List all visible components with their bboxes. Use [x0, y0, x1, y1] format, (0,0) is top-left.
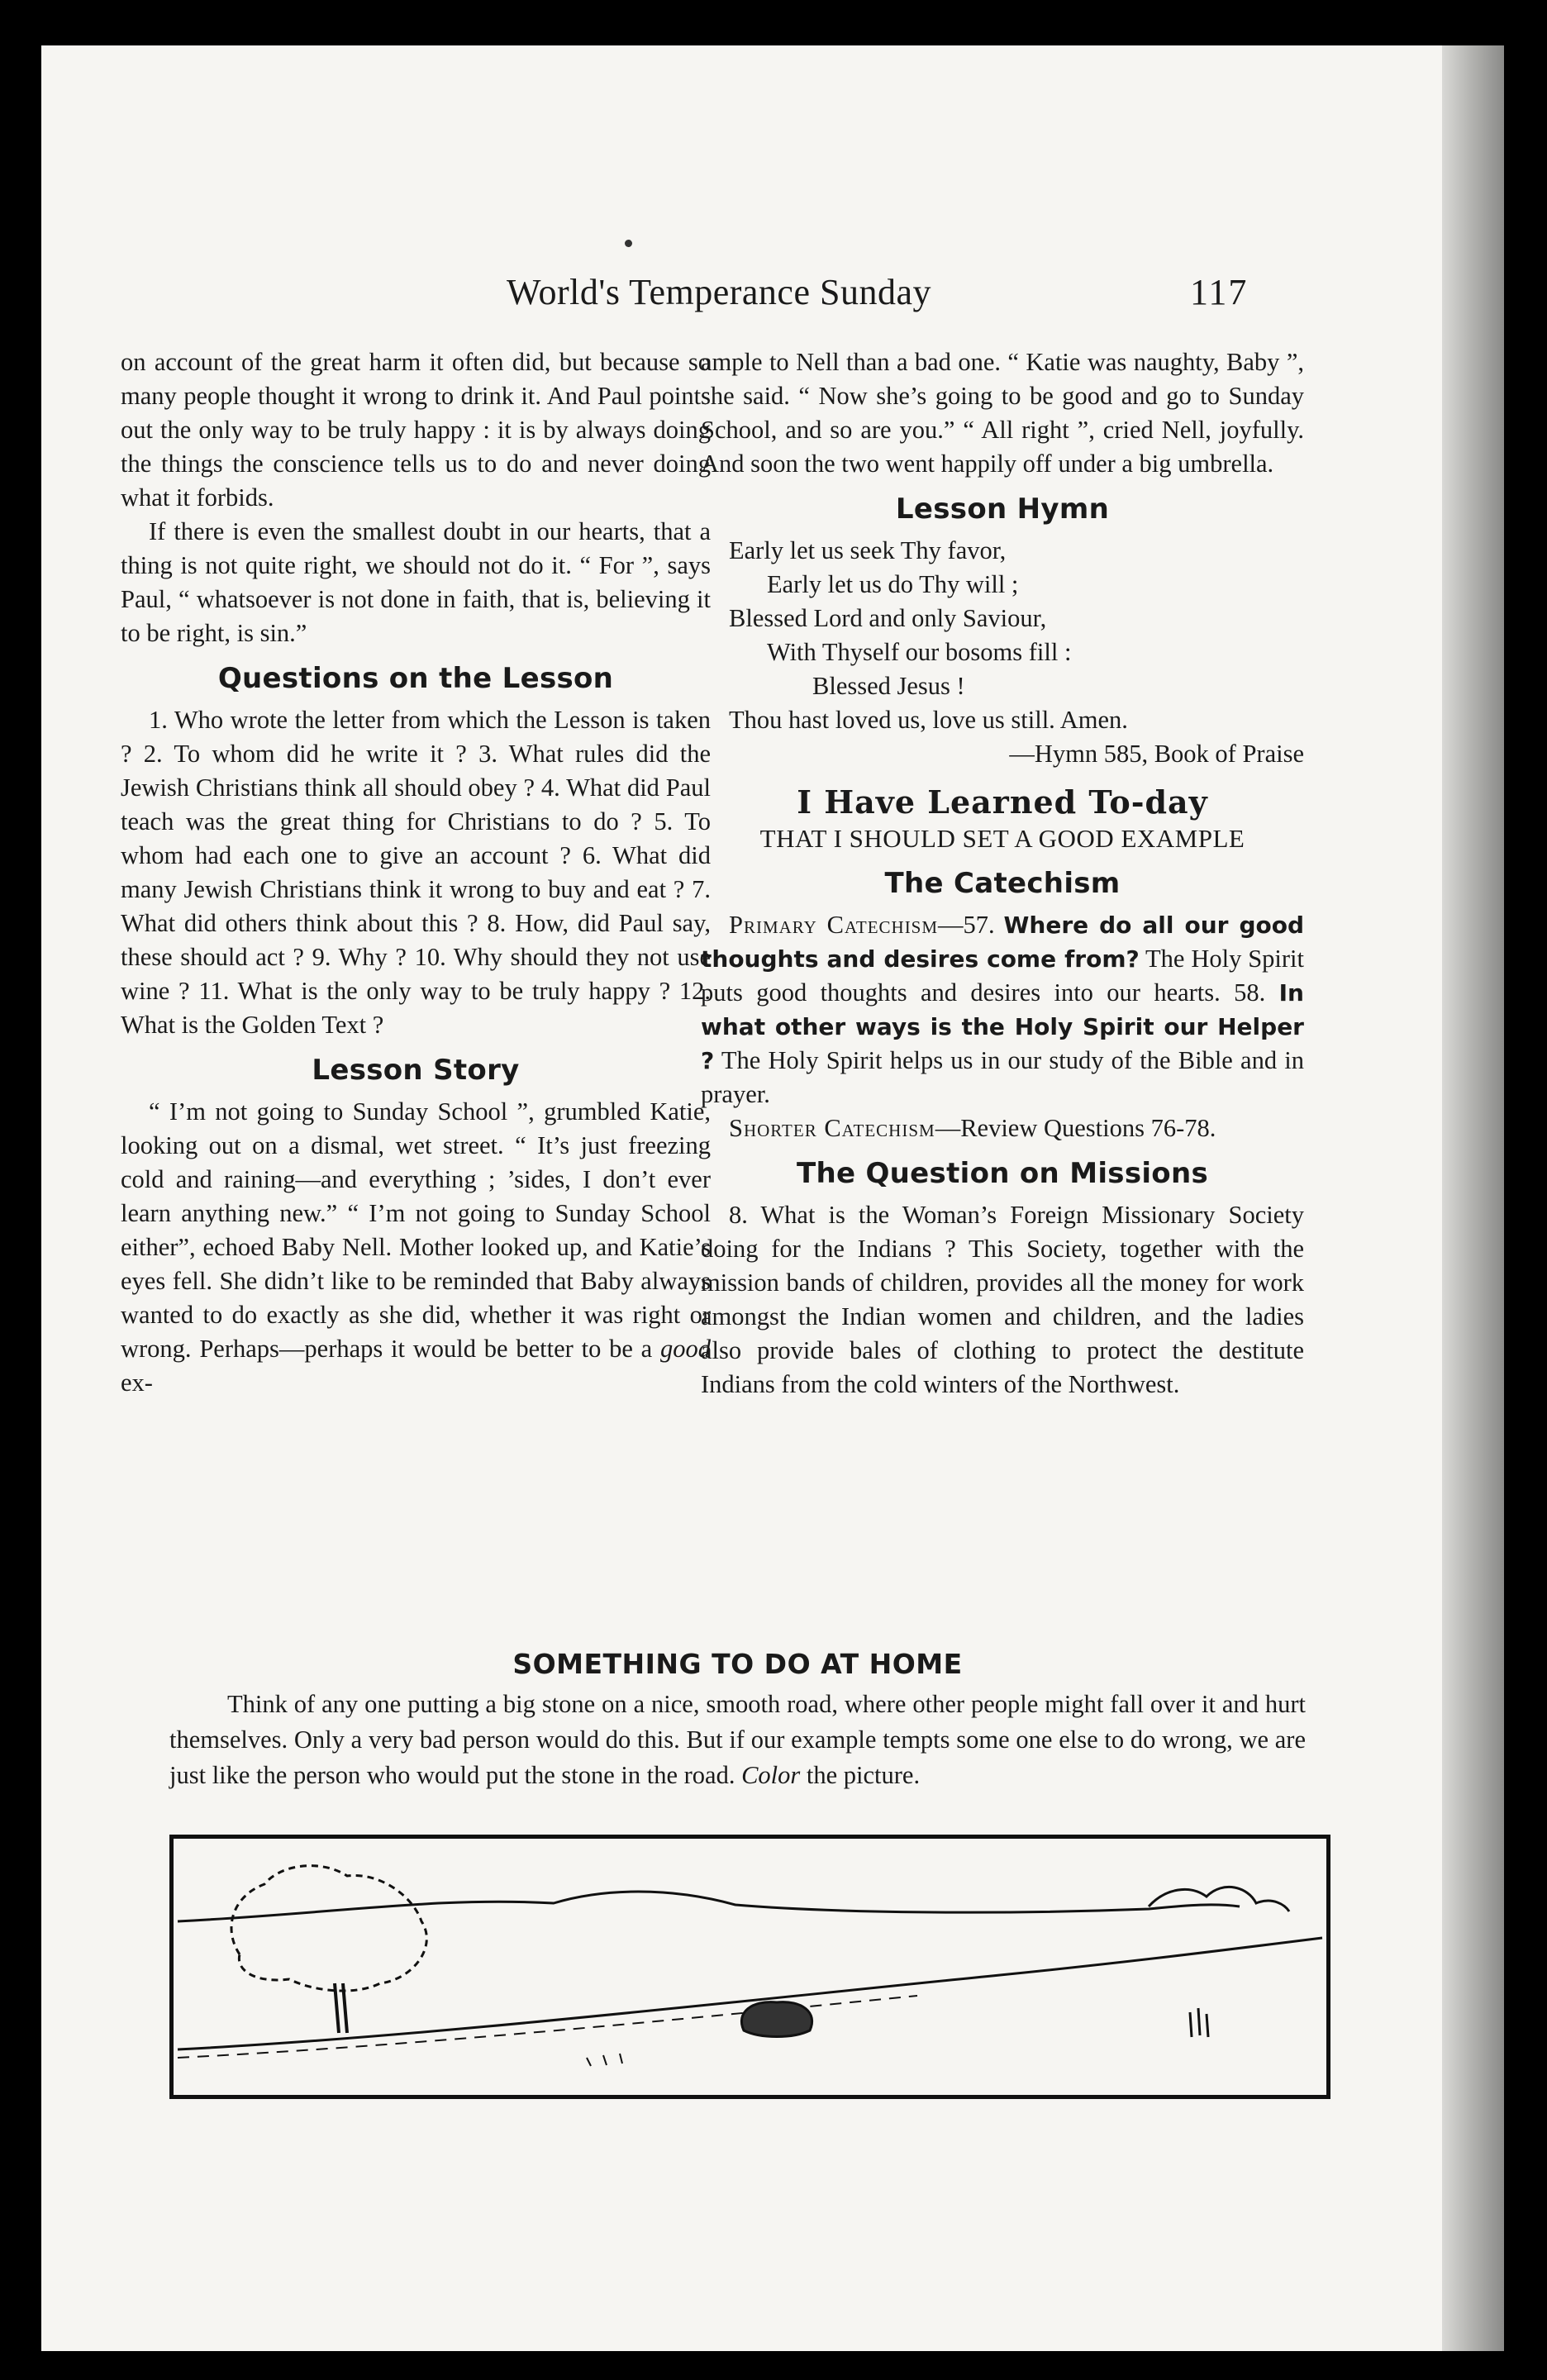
hymn-line: Early let us seek Thy favor, — [729, 536, 1007, 564]
shorter-text: —Review Questions 76-78. — [935, 1114, 1216, 1142]
questions-text: 1. Who wrote the letter from which the Lesson is taken ? 2. To whom did he write it ? 3. What rules did the Jewish Christians think all should obey ? 4. What did Paul teach was the great thing for Christians to do ? 5. To whom had each one to give an account ? 6. What did many Jewish Christians think it wrong to buy and eat ? 7. What did others think about this ? 8. How, did Paul say, these should act ? 9. Why ? 10. Why should they not use wine ? 11. What is the only way to be truly happy ? 12. What is the Golden Text ? — [121, 706, 711, 1039]
distant-hills — [178, 1892, 1240, 1921]
question-58: In what other ways is the Holy Spirit our Helper ? — [701, 979, 1304, 1074]
question-57: Where do all our good thoughts and desires come from? — [701, 912, 1305, 973]
story-text — [121, 1095, 711, 1400]
hymn-line: Blessed Lord and only Saviour, — [729, 604, 1047, 632]
tree-crown — [231, 1866, 426, 1991]
page-header — [0, 271, 1442, 321]
speck — [625, 240, 632, 247]
hymn-line: With Thyself our bosoms fill : — [767, 638, 1072, 666]
answer-58: The Holy Spirit helps us in our study of the Bible and in prayer. — [701, 1046, 1304, 1108]
page-number: 117 — [1190, 272, 1249, 312]
answer-57: The Holy Spirit puts good thoughts and desires into our hearts. 58. — [701, 945, 1304, 1007]
hymn-heading: Lesson Hymn — [895, 493, 1110, 526]
illustration-drawing — [174, 1839, 1326, 2095]
book-spine-edge — [1442, 45, 1504, 2351]
intro-paragraph: on account of the great harm it often did, but because so many people thought it wrong to drink it. And Paul points out the only way to be truly happy : it is by always doing the things the conscience tells us to do and never doing what it forbids. — [121, 348, 711, 512]
home-italic-word: Color — [741, 1761, 801, 1789]
primary-label: Primary Catechism — [729, 911, 939, 939]
intro-paragraph-2: If there is even the smallest doubt in our hearts, that a thing is not quite right, we should not do it. “ For ”, says Paul, “ whatsoever is not done in faith, that is, believing it to be right, is sin.” — [121, 517, 711, 647]
story-hyphen: ex- — [121, 1368, 153, 1397]
home-section — [169, 1646, 1306, 1793]
story-italic-word: good — [660, 1335, 712, 1363]
story-continued: ample to Nell than a bad one. “ Katie was naughty, Baby ”, she said. “ Now she’s going to be good and go to Sunday School, and so are you.” “ All right ”, cried Nell, joyfully. And soon the two went happily off under a big umbrella. — [701, 348, 1304, 478]
road-stone-illustration — [169, 1835, 1330, 2099]
shorter-label: Shorter Catechism — [729, 1114, 935, 1142]
grass-marks — [587, 2054, 622, 2066]
home-heading: SOMETHING TO DO AT HOME — [512, 1648, 963, 1680]
learned-heading: I Have Learned To-day — [797, 783, 1208, 821]
left-column — [121, 345, 711, 1400]
primary-number: —57. — [938, 911, 995, 939]
shorter-catechism — [701, 1111, 1304, 1145]
questions-heading: Questions on the Lesson — [217, 662, 614, 695]
missions-heading: The Question on Missions — [796, 1157, 1209, 1190]
learned-text: THAT I SHOULD SET A GOOD EXAMPLE — [759, 824, 1245, 853]
story-heading: Lesson Story — [312, 1054, 520, 1087]
hymn-line: Thou hast loved us, love us still. Amen. — [729, 706, 1128, 734]
hymn-verse — [701, 534, 1304, 771]
home-end: the picture. — [806, 1761, 921, 1789]
grass-tuft — [1190, 2008, 1208, 2037]
catechism-heading: The Catechism — [884, 867, 1121, 900]
missions-text: 8. What is the Woman’s Foreign Missionary Society doing for the Indians ? This Society, together with the mission bands of children, provides all the money for work amongst the Indian women and children, and the ladies also provide bales of clothing to protect the destitute Indians from the cold winters of the Northwest. — [701, 1201, 1304, 1398]
story-body: “ I’m not going to Sunday School ”, grumbled Katie, looking out on a dismal, wet street. “ It’s just freezing cold and raining—and everything ; ’sides, I don’t ever learn anything new.” “ I’m not going to Sunday School either”, echoed Baby Nell. Mother looked up, and Katie’s eyes fell. She didn’t like to be reminded that Baby always wanted to do exactly as she did, whether it was right or wrong. Perhaps—perhaps it would be better to be a — [121, 1097, 711, 1363]
scan-left-edge — [0, 0, 41, 2380]
home-body: Think of any one putting a big stone on a nice, smooth road, where other people might fall over it and hurt themselves. Only a very bad person would do this. But if our example tempts some one else to do wrong, we are just like the person who would put the stone in the road. — [169, 1690, 1306, 1789]
home-text — [169, 1687, 1306, 1793]
running-title: World's Temperance Sunday — [507, 272, 931, 312]
stone — [741, 2002, 812, 2037]
hymn-line: Early let us do Thy will ; — [767, 570, 1019, 598]
primary-catechism — [701, 908, 1304, 1111]
hymn-line: Blessed Jesus ! — [812, 672, 965, 700]
right-column — [701, 345, 1304, 1402]
hymn-source: —Hymn 585, Book of Praise — [1009, 740, 1304, 768]
